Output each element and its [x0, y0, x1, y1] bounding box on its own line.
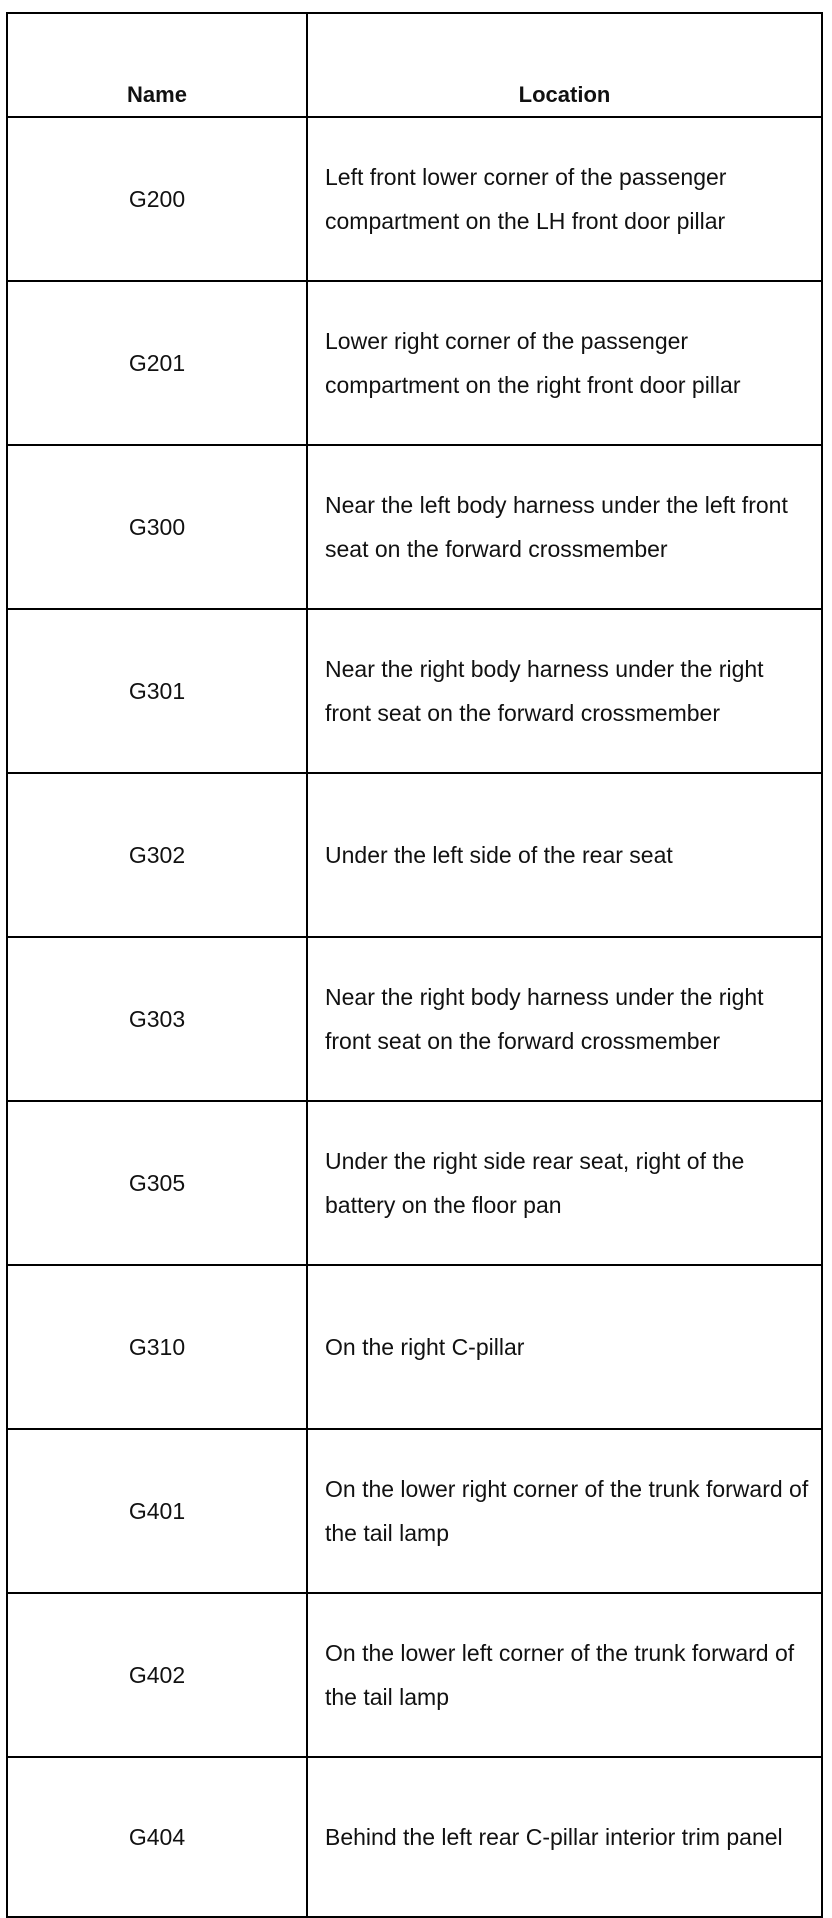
ground-location-cell: On the right C-pillar — [307, 1265, 822, 1429]
ground-name-cell: G305 — [7, 1101, 307, 1265]
ground-name-cell: G404 — [7, 1757, 307, 1917]
ground-name-cell: G301 — [7, 609, 307, 773]
column-header-location: Location — [307, 13, 822, 117]
table-row — [7, 117, 822, 281]
table-header-row — [7, 13, 822, 117]
table-row — [7, 1593, 822, 1757]
ground-name-cell: G201 — [7, 281, 307, 445]
ground-location-cell: Under the left side of the rear seat — [307, 773, 822, 937]
table-row — [7, 1757, 822, 1917]
ground-location-cell: Near the right body harness under the right front seat on the forward crossmember — [307, 609, 822, 773]
ground-name-cell: G310 — [7, 1265, 307, 1429]
ground-locations-table — [6, 12, 823, 1918]
table-row — [7, 445, 822, 609]
ground-name-cell: G200 — [7, 117, 307, 281]
ground-location-cell: On the lower right corner of the trunk forward of the tail lamp — [307, 1429, 822, 1593]
ground-name-cell: G402 — [7, 1593, 307, 1757]
ground-name-cell: G401 — [7, 1429, 307, 1593]
ground-name-cell: G302 — [7, 773, 307, 937]
ground-location-cell: Left front lower corner of the passenger compartment on the LH front door pillar — [307, 117, 822, 281]
ground-location-cell: On the lower left corner of the trunk forward of the tail lamp — [307, 1593, 822, 1757]
ground-location-cell: Near the right body harness under the right front seat on the forward crossmember — [307, 937, 822, 1101]
table-row — [7, 773, 822, 937]
ground-locations-table-container — [6, 12, 821, 1918]
table-row — [7, 1265, 822, 1429]
column-header-name: Name — [7, 13, 307, 117]
ground-location-cell: Near the left body harness under the left front seat on the forward crossmember — [307, 445, 822, 609]
ground-name-cell: G303 — [7, 937, 307, 1101]
ground-name-cell: G300 — [7, 445, 307, 609]
table-row — [7, 937, 822, 1101]
table-row — [7, 1101, 822, 1265]
table-row — [7, 281, 822, 445]
table-row — [7, 609, 822, 773]
ground-location-cell: Behind the left rear C-pillar interior trim panel — [307, 1757, 822, 1917]
ground-location-cell: Under the right side rear seat, right of the battery on the floor pan — [307, 1101, 822, 1265]
ground-location-cell: Lower right corner of the passenger compartment on the right front door pillar — [307, 281, 822, 445]
table-row — [7, 1429, 822, 1593]
